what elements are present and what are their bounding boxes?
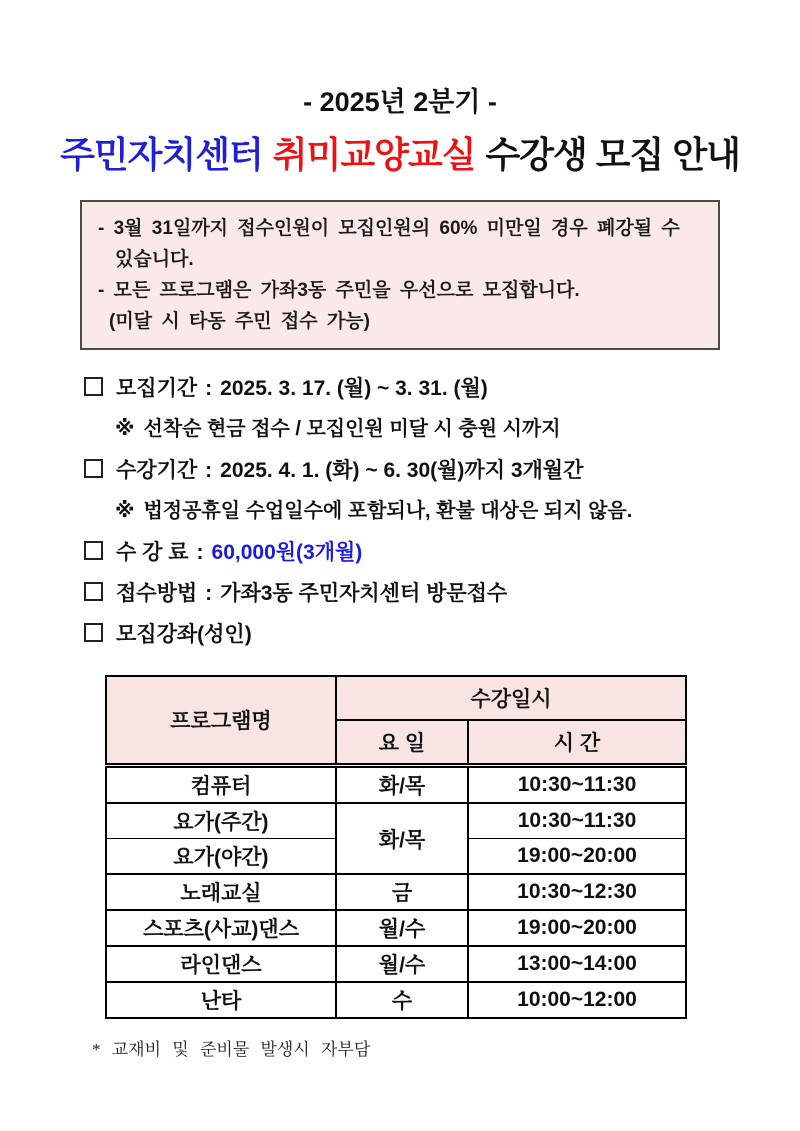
reference-mark-icon: ※ [115, 418, 135, 440]
info-checklist [84, 375, 800, 648]
cell-program: 컴퓨터 [106, 766, 336, 804]
notice-box [80, 200, 720, 350]
list-item-apply-method [84, 580, 800, 607]
note-recruit-period [115, 416, 800, 443]
notice-line-3: - 모든 프로그램은 가좌3동 주민을 우선으로 모집합니다. [98, 280, 580, 301]
cell-time: 19:00~20:00 [468, 910, 686, 946]
item-label: 모집기간 [116, 377, 198, 400]
cell-program: 요가(야간) [106, 839, 336, 875]
item-value: 2025. 3. 17. (월) ~ 3. 31. (월) [220, 377, 488, 400]
course-schedule-table [105, 675, 687, 1019]
title-recruit-text: 수강생 모집 안내 [485, 134, 740, 175]
cell-day: 월/수 [336, 910, 468, 946]
cell-program: 난타 [106, 982, 336, 1018]
label-separator: : [205, 582, 213, 605]
item-label: 수강기간 [116, 459, 198, 482]
label-separator: : [196, 541, 204, 564]
note-course-period [115, 498, 800, 525]
note-text: 선착순 현금 접수 / 모집인원 미달 시 충원 시까지 [143, 418, 561, 440]
cell-program: 노래교실 [106, 874, 336, 910]
title-class-name: 취미교양교실 [272, 134, 476, 175]
cell-time: 13:00~14:00 [468, 946, 686, 982]
cell-day: 수 [336, 982, 468, 1018]
label-separator: : [205, 459, 213, 482]
cell-time: 10:00~12:00 [468, 982, 686, 1018]
list-item-fee [84, 539, 800, 566]
cell-time: 19:00~20:00 [468, 839, 686, 875]
header-row-group [106, 676, 686, 720]
cell-time: 10:30~12:30 [468, 874, 686, 910]
item-label: 모집강좌(성인) [116, 623, 252, 646]
header-day: 요 일 [336, 720, 468, 766]
item-value: 가좌3동 주민자치센터 방문접수 [220, 582, 508, 605]
table-body [106, 766, 686, 1019]
checkbox-icon [84, 377, 103, 396]
checkbox-icon [84, 541, 103, 560]
cell-day: 월/수 [336, 946, 468, 982]
table-row [106, 803, 686, 839]
table-row [106, 982, 686, 1018]
cell-day: 화/목 [336, 766, 468, 804]
list-item-course-period [84, 457, 800, 484]
cell-program: 요가(주간) [106, 803, 336, 839]
cell-day-merged: 화/목 [336, 803, 468, 874]
table-row [106, 910, 686, 946]
header-schedule-group: 수강일시 [336, 676, 686, 720]
cell-program: 스포츠(사교)댄스 [106, 910, 336, 946]
header-program: 프로그램명 [106, 676, 336, 766]
checkbox-icon [84, 623, 103, 642]
cell-time: 10:30~11:30 [468, 803, 686, 839]
checkbox-icon [84, 459, 103, 478]
cell-program: 라인댄스 [106, 946, 336, 982]
table-header [106, 676, 686, 766]
list-item-recruit-period [84, 375, 800, 402]
item-label: 수 강 료 [116, 541, 189, 564]
table-row [106, 946, 686, 982]
cell-day: 금 [336, 874, 468, 910]
cell-time: 10:30~11:30 [468, 766, 686, 804]
label-separator: : [205, 377, 213, 400]
table-row [106, 874, 686, 910]
item-label: 접수방법 [116, 582, 198, 605]
fee-value: 60,000원(3개월) [211, 541, 363, 564]
page-title [0, 127, 800, 178]
reference-mark-icon: ※ [115, 500, 135, 522]
quarter-subtitle: - 2025년 2분기 - [303, 87, 497, 117]
table-row [106, 766, 686, 804]
item-value: 2025. 4. 1. (화) ~ 6. 30(월)까지 3개월간 [220, 459, 584, 482]
header-time: 시 간 [468, 720, 686, 766]
checkbox-icon [84, 582, 103, 601]
notice-line-2: 있습니다. [115, 249, 194, 270]
note-text: 법정공휴일 수업일수에 포함되나, 환불 대상은 되지 않음. [143, 500, 633, 522]
materials-footnote: * 교재비 및 준비물 발생시 자부담 [92, 1040, 371, 1059]
notice-line-1: - 3월 31일까지 접수인원이 모집인원의 60% 미만일 경우 폐강될 수 [98, 218, 680, 239]
notice-line-4: (미달 시 타동 주민 접수 가능) [109, 311, 370, 332]
title-center-name: 주민자치센터 [60, 134, 263, 175]
list-item-course-list [84, 621, 800, 648]
